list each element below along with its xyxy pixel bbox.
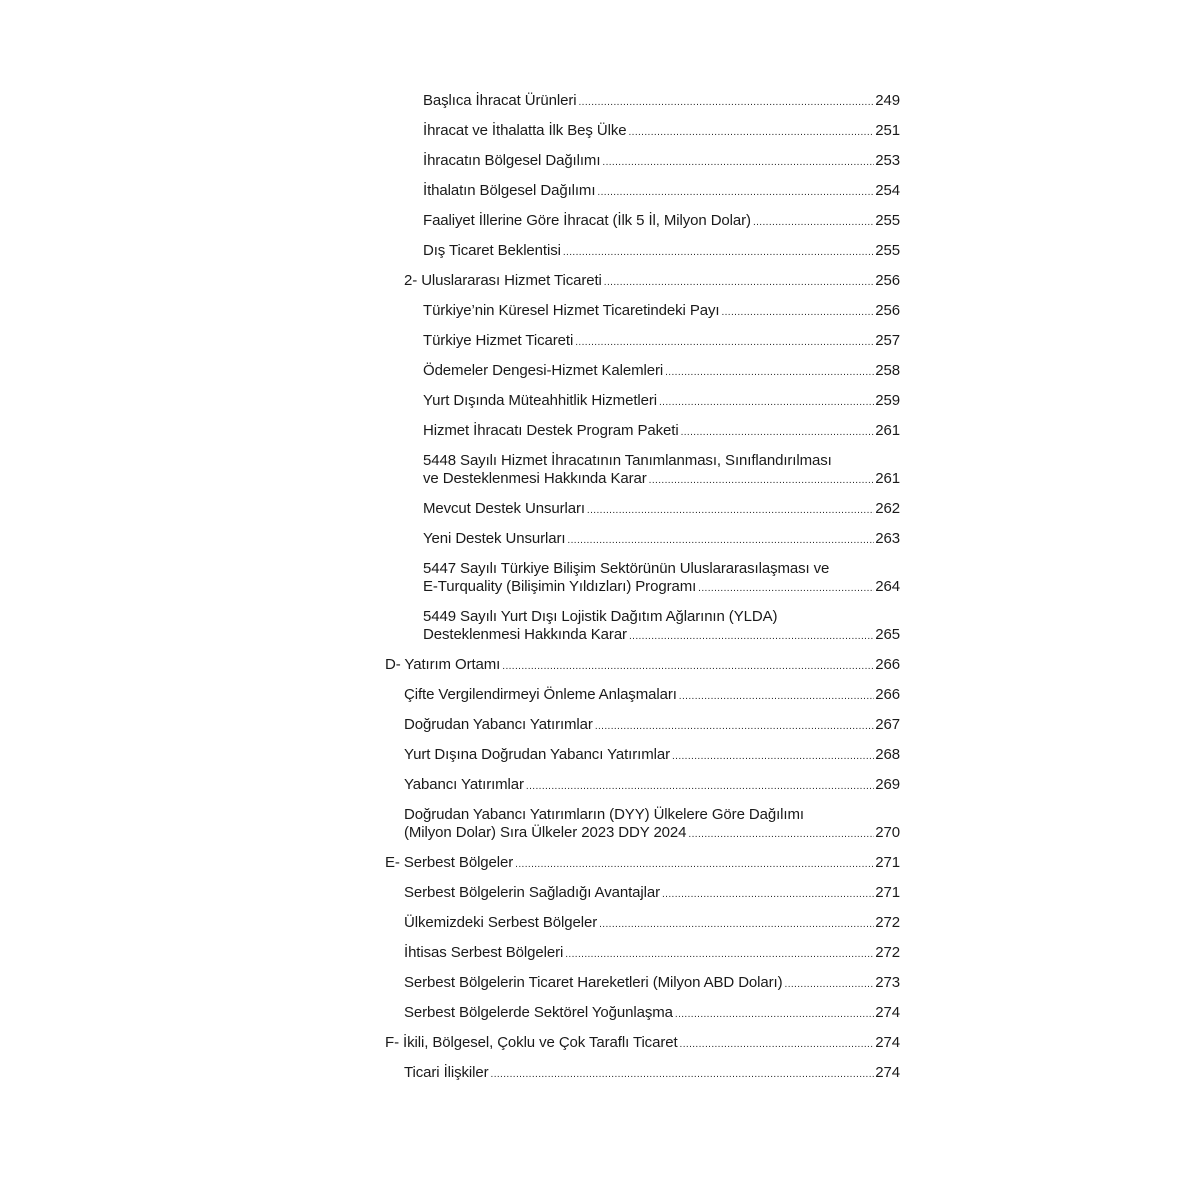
dot-leader (502, 658, 874, 676)
toc-entry-line (404, 824, 900, 844)
toc-entry-page-number: 259 (875, 392, 900, 409)
toc-entry-title: F- İkili, Bölgesel, Çoklu ve Çok Taraflı Ticaret (385, 1034, 678, 1051)
toc-entry-page-number: 266 (875, 656, 900, 673)
toc-entry-line (404, 1064, 900, 1084)
dot-leader (659, 394, 874, 412)
toc-entry-page-number: 263 (875, 530, 900, 547)
toc-entry-title-line: 5449 Sayılı Yurt Dışı Lojistik Dağıtım Ağlarının (YLDA) (423, 608, 778, 625)
toc-entry-line (423, 242, 900, 262)
toc-entry-line (423, 500, 900, 520)
dot-leader (599, 916, 874, 934)
toc-entry-page-number: 256 (875, 302, 900, 319)
toc-entry[interactable] (385, 974, 900, 994)
toc-entry[interactable] (385, 122, 900, 142)
toc-entry[interactable] (385, 92, 900, 112)
toc-entry[interactable] (385, 716, 900, 736)
toc-entry-title: Mevcut Destek Unsurları (423, 500, 585, 517)
toc-entry-title: E-Turquality (Bilişimin Yıldızları) Programı (423, 578, 697, 595)
dot-leader (680, 1036, 875, 1054)
dot-leader (597, 184, 874, 202)
toc-entry-title: Türkiye Hizmet Ticareti (423, 332, 574, 349)
dot-leader (567, 532, 874, 550)
toc-entry[interactable] (385, 422, 900, 442)
toc-entry[interactable] (385, 302, 900, 322)
toc-entry-page-number: 272 (875, 914, 900, 931)
toc-entry-title: İhracat ve İthalatta İlk Beş Ülke (423, 122, 627, 139)
toc-entry-title: Çifte Vergilendirmeyi Önleme Anlaşmaları (404, 686, 677, 703)
toc-entry-page-number: 251 (875, 122, 900, 139)
toc-entry-title: E- Serbest Bölgeler (385, 854, 514, 871)
toc-entry-page-number: 269 (875, 776, 900, 793)
toc-entry-title: Ülkemizdeki Serbest Bölgeler (404, 914, 598, 931)
toc-entry-page-number: 266 (875, 686, 900, 703)
toc-entry-line (404, 272, 900, 292)
toc-entry[interactable] (385, 884, 900, 904)
toc-entry-line (423, 422, 900, 442)
toc-entry-title: Serbest Bölgelerde Sektörel Yoğunlaşma (404, 1004, 673, 1021)
toc-entry-title-line: Doğrudan Yabancı Yatırımların (DYY) Ülkelere Göre Dağılımı (404, 806, 804, 823)
toc-entry[interactable] (385, 686, 900, 706)
dot-leader (753, 214, 874, 232)
toc-entry[interactable] (385, 212, 900, 232)
dot-leader (698, 580, 874, 598)
toc-entry-page-number: 265 (875, 626, 900, 643)
toc-entry[interactable] (385, 242, 900, 262)
toc-entry-page-number: 256 (875, 272, 900, 289)
toc-entry-page-number: 262 (875, 500, 900, 517)
toc-entry-line (404, 974, 900, 994)
toc-entry-title: Ticari İlişkiler (404, 1064, 489, 1081)
toc-entry-page-number: 264 (875, 578, 900, 595)
toc-entry[interactable] (385, 806, 900, 844)
toc-entry-line (423, 152, 900, 172)
dot-leader (565, 946, 874, 964)
toc-entry-page-number: 255 (875, 212, 900, 229)
toc-entry-page-number: 274 (875, 1034, 900, 1051)
toc-entry-title: Ödemeler Dengesi-Hizmet Kalemleri (423, 362, 664, 379)
toc-entry-page-number: 254 (875, 182, 900, 199)
toc-entry-title-line: 5447 Sayılı Türkiye Bilişim Sektörünün Uluslararasılaşması ve (423, 560, 830, 577)
toc-entry[interactable] (385, 362, 900, 382)
toc-entry-line (423, 392, 900, 412)
dot-leader (526, 778, 874, 796)
dot-leader (628, 124, 874, 142)
dot-leader (649, 472, 875, 490)
toc-entry-title: Desteklenmesi Hakkında Karar (423, 626, 627, 643)
toc-entry[interactable] (385, 182, 900, 202)
toc-entry[interactable] (385, 608, 900, 646)
toc-entry[interactable] (385, 530, 900, 550)
toc-entry-page-number: 261 (875, 470, 900, 487)
dot-leader (679, 688, 874, 706)
toc-entry-page-number: 258 (875, 362, 900, 379)
dot-leader (563, 244, 874, 262)
toc-entry-line (404, 716, 900, 736)
toc-entry-page-number: 274 (875, 1064, 900, 1081)
toc-entry-title: Serbest Bölgelerin Ticaret Hareketleri (Milyon ABD Doları) (404, 974, 783, 991)
toc-entry-title: (Milyon Dolar) Sıra Ülkeler 2023 DDY 2024 (404, 824, 687, 841)
toc-entry[interactable] (385, 500, 900, 520)
toc-entry[interactable] (385, 656, 900, 676)
dot-leader (587, 502, 874, 520)
toc-entry[interactable] (385, 944, 900, 964)
table-of-contents (385, 92, 900, 1094)
toc-entry-title: İthalatın Bölgesel Dağılımı (423, 182, 596, 199)
dot-leader (721, 304, 874, 322)
toc-entry-title: Yurt Dışında Müteahhitlik Hizmetleri (423, 392, 657, 409)
toc-entry-line (404, 884, 900, 904)
dot-leader (662, 886, 874, 904)
dot-leader (629, 628, 874, 646)
dot-leader (665, 364, 874, 382)
toc-entry-title: Yeni Destek Unsurları (423, 530, 566, 547)
toc-entry-page-number: 271 (875, 884, 900, 901)
toc-entry-title: 2- Uluslararası Hizmet Ticareti (404, 272, 602, 289)
toc-entry-line (404, 686, 900, 706)
toc-entry-page-number: 274 (875, 1004, 900, 1021)
toc-entry-title: Başlıca İhracat Ürünleri (423, 92, 577, 109)
toc-entry-line (423, 362, 900, 382)
toc-entry[interactable] (385, 560, 900, 598)
toc-entry[interactable] (385, 152, 900, 172)
toc-entry-page-number: 273 (875, 974, 900, 991)
toc-entry-title: Doğrudan Yabancı Yatırımlar (404, 716, 593, 733)
toc-entry-title: Serbest Bölgelerin Sağladığı Avantajlar (404, 884, 660, 901)
toc-entry-line (404, 776, 900, 796)
dot-leader (595, 718, 874, 736)
toc-entry-line (423, 182, 900, 202)
toc-entry-title: Faaliyet İllerine Göre İhracat (İlk 5 İl, Milyon Dolar) (423, 212, 751, 229)
toc-entry[interactable] (385, 1034, 900, 1054)
toc-entry[interactable] (385, 854, 900, 874)
toc-entry-line (404, 944, 900, 964)
toc-entry-title: İhtisas Serbest Bölgeleri (404, 944, 564, 961)
dot-leader (515, 856, 874, 874)
toc-entry-line (423, 626, 900, 646)
toc-entry-page-number: 253 (875, 152, 900, 169)
toc-entry[interactable] (385, 1064, 900, 1084)
dot-leader (491, 1066, 875, 1084)
toc-entry-line (385, 656, 900, 676)
toc-entry-page-number: 272 (875, 944, 900, 961)
toc-entry-line (423, 578, 900, 598)
toc-entry-line (423, 122, 900, 142)
toc-entry-title: Yurt Dışına Doğrudan Yabancı Yatırımlar (404, 746, 670, 763)
dot-leader (602, 154, 874, 172)
toc-entry-line (423, 332, 900, 352)
dot-leader (681, 424, 875, 442)
toc-entry-page-number: 257 (875, 332, 900, 349)
dot-leader (688, 826, 874, 844)
toc-entry-line (423, 470, 900, 490)
toc-entry-title: Dış Ticaret Beklentisi (423, 242, 561, 259)
toc-entry-page-number: 270 (875, 824, 900, 841)
toc-entry-line (404, 1004, 900, 1024)
toc-entry-line (385, 854, 900, 874)
toc-entry[interactable] (385, 332, 900, 352)
toc-entry-page-number: 267 (875, 716, 900, 733)
toc-entry-line (404, 914, 900, 934)
toc-entry-title: D- Yatırım Ortamı (385, 656, 501, 673)
toc-entry-page-number: 271 (875, 854, 900, 871)
toc-entry-line (423, 530, 900, 550)
dot-leader (675, 1006, 874, 1024)
toc-entry-line (423, 302, 900, 322)
toc-entry-title-line: 5448 Sayılı Hizmet İhracatının Tanımlanması, Sınıflandırılması (423, 452, 832, 469)
toc-entry-line (423, 92, 900, 112)
dot-leader (604, 274, 874, 292)
dot-leader (785, 976, 875, 994)
toc-entry-title: Yabancı Yatırımlar (404, 776, 524, 793)
toc-entry-title: Hizmet İhracatı Destek Program Paketi (423, 422, 679, 439)
toc-entry-page-number: 268 (875, 746, 900, 763)
toc-entry[interactable] (385, 914, 900, 934)
toc-entry[interactable] (385, 776, 900, 796)
toc-entry-page-number: 255 (875, 242, 900, 259)
toc-entry[interactable] (385, 272, 900, 292)
toc-entry-title: ve Desteklenmesi Hakkında Karar (423, 470, 647, 487)
toc-entry-page-number: 249 (875, 92, 900, 109)
toc-entry[interactable] (385, 452, 900, 490)
dot-leader (575, 334, 874, 352)
dot-leader (579, 94, 875, 112)
toc-entry-line (385, 1034, 900, 1054)
toc-entry[interactable] (385, 392, 900, 412)
toc-entry-page-number: 261 (875, 422, 900, 439)
toc-entry[interactable] (385, 1004, 900, 1024)
toc-entry-line (404, 746, 900, 766)
toc-entry-line (423, 212, 900, 232)
toc-entry-title: Türkiye’nin Küresel Hizmet Ticaretindeki Payı (423, 302, 720, 319)
dot-leader (672, 748, 874, 766)
toc-entry[interactable] (385, 746, 900, 766)
toc-entry-title: İhracatın Bölgesel Dağılımı (423, 152, 601, 169)
